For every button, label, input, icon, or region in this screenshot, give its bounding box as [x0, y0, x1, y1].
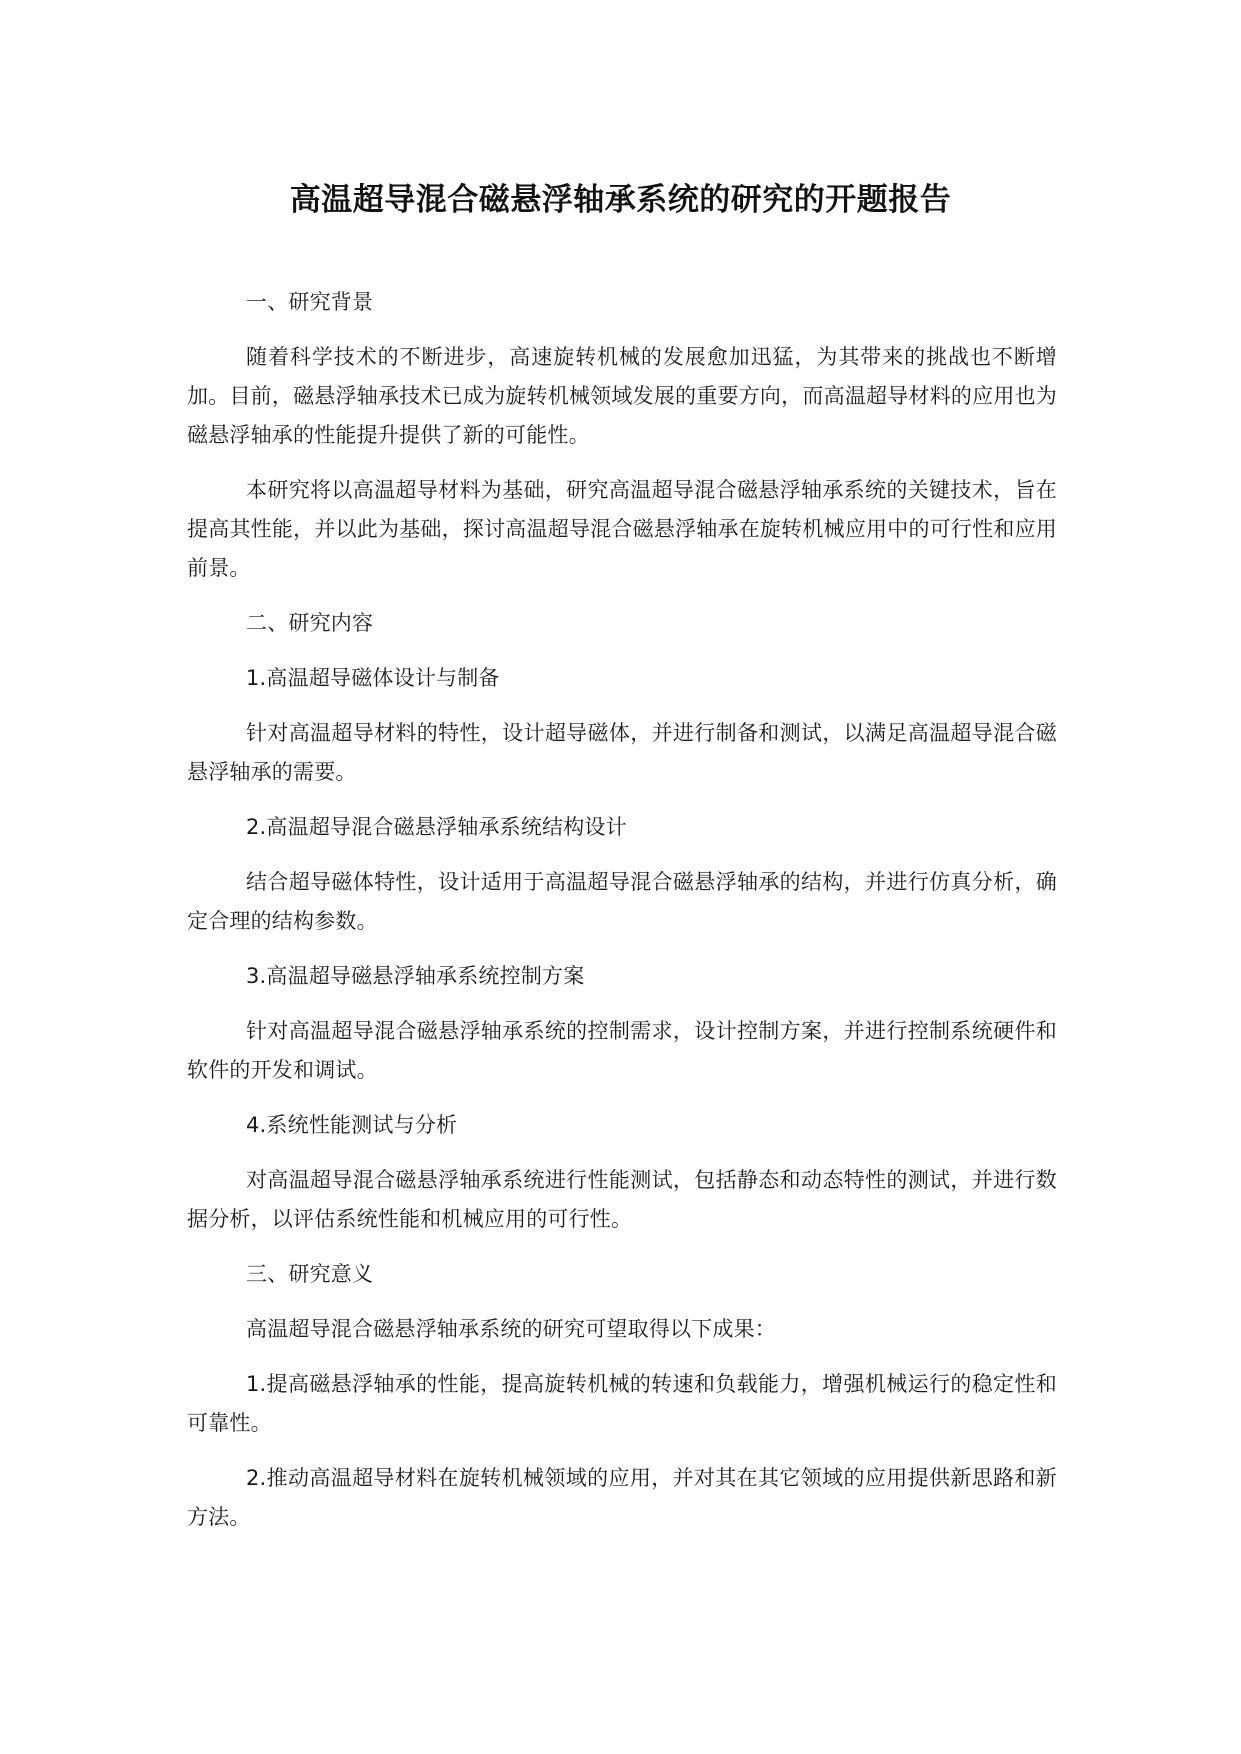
paragraph: 针对高温超导混合磁悬浮轴承系统的控制需求，设计控制方案，并进行控制系统硬件和软件的开发和调试。 — [187, 1019, 1057, 1082]
paragraph: 针对高温超导材料的特性，设计超导磁体，并进行制备和测试，以满足高温超导混合磁悬浮轴承的需要。 — [187, 721, 1057, 784]
section-heading-content: 二、研究内容 — [246, 611, 374, 635]
section-heading-significance: 三、研究意义 — [246, 1262, 374, 1286]
list-paragraph: 2.推动高温超导材料在旋转机械领域的应用，并对其在其它领域的应用提供新思路和新方法。 — [187, 1466, 1057, 1529]
subsection-heading: 4.系统性能测试与分析 — [246, 1113, 458, 1137]
paragraph: 随着科学技术的不断进步，高速旋转机械的发展愈加迅猛，为其带来的挑战也不断增加。目前，磁悬浮轴承技术已成为旋转机械领域发展的重要方向，而高温超导材料的应用也为磁悬浮轴承的性能提升提供了新的可能性。 — [187, 345, 1057, 447]
paragraph: 对高温超导混合磁悬浮轴承系统进行性能测试，包括静态和动态特性的测试，并进行数据分析，以评估系统性能和机械应用的可行性。 — [187, 1168, 1057, 1231]
paragraph: 本研究将以高温超导材料为基础，研究高温超导混合磁悬浮轴承系统的关键技术，旨在提高其性能，并以此为基础，探讨高温超导混合磁悬浮轴承在旋转机械应用中的可行性和应用前景。 — [187, 478, 1057, 580]
paragraph: 结合超导磁体特性，设计适用于高温超导混合磁悬浮轴承的结构，并进行仿真分析，确定合理的结构参数。 — [187, 870, 1057, 933]
intro-line: 高温超导混合磁悬浮轴承系统的研究可望取得以下成果： — [246, 1317, 776, 1341]
document-body — [187, 283, 1057, 1553]
subsection-heading: 3.高温超导磁悬浮轴承系统控制方案 — [246, 964, 585, 988]
subsection-heading: 2.高温超导混合磁悬浮轴承系统结构设计 — [246, 815, 627, 839]
section-heading-background: 一、研究背景 — [246, 290, 374, 314]
subsection-heading: 1.高温超导磁体设计与制备 — [246, 666, 500, 690]
document-title: 高温超导混合磁悬浮轴承系统的研究的开题报告 — [289, 182, 952, 218]
list-paragraph: 1.提高磁悬浮轴承的性能，提高旋转机械的转速和负载能力，增强机械运行的稳定性和可靠性。 — [187, 1372, 1057, 1435]
